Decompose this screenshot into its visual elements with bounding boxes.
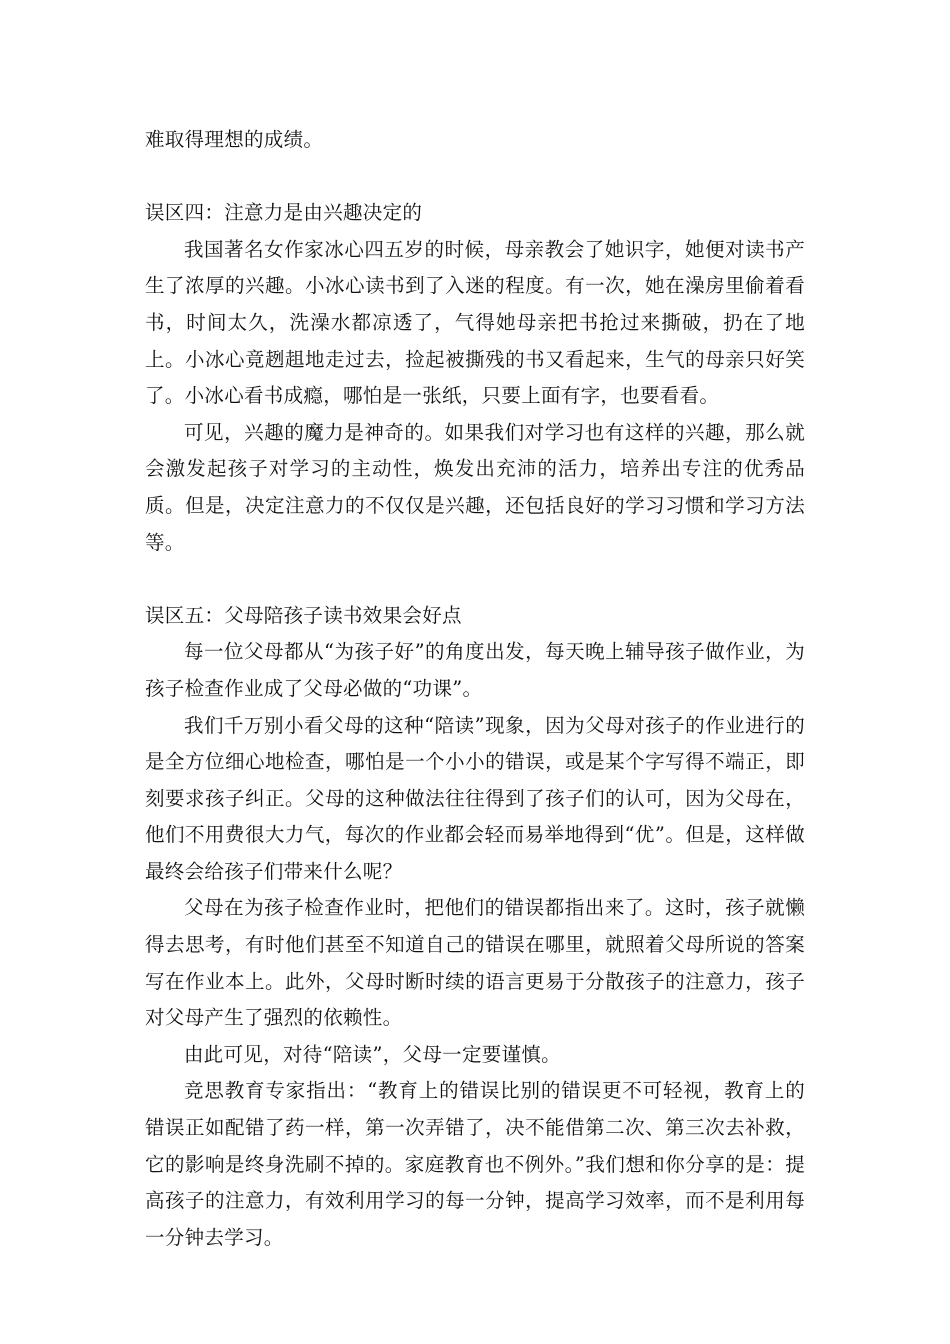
paragraph: 可见，兴趣的魔力是神奇的。如果我们对学习也有这样的兴趣，那么就会激发起孩子对学习的主动性，焕发出充沛的活力，培养出专注的优秀品质。但是，决定注意力的不仅仅是兴趣，还包括良好的学习习惯和学习方法等。 [145, 420, 805, 554]
section-heading: 误区四：注意力是由兴趣决定的 [145, 201, 423, 225]
section-misconception-five [145, 598, 805, 1257]
continuation-line: 难取得理想的成绩。 [145, 128, 324, 151]
document-body [145, 122, 805, 1256]
section-heading: 误区五：父母陪孩子读书效果会好点 [145, 603, 462, 627]
section-spacer [145, 561, 805, 598]
paragraph: 竞思教育专家指出：“教育上的错误比别的错误更不可轻视，教育上的错误正如配错了药一样，第一次弄错了，决不能借第二次、第三次去补救，它的影响是终身洗刷不掉的。家庭教育也不例外。”我们想和你分享的是：提高孩子的注意力，有效利用学习的每一分钟，提高学习效率，而不是利用每一分钟去学习。 [145, 1079, 805, 1249]
paragraph: 父母在为孩子检查作业时，把他们的错误都指出来了。这时，孩子就懒得去思考，有时他们甚至不知道自己的错误在哪里，就照着父母所说的答案写在作业本上。此外，父母时断时续的语言更易于分散孩子的注意力，孩子对父母产生了强烈的依赖性。 [145, 896, 805, 1030]
section-misconception-four [145, 195, 805, 561]
paragraph: 由此可见，对待“陪读”，父母一定要谨慎。 [184, 1042, 561, 1066]
paragraph: 每一位父母都从“为孩子好”的角度出发，每天晚上辅导孩子做作业，为孩子检查作业成了父母必做的“功课”。 [145, 640, 805, 700]
paragraph: 我国著名女作家冰心四五岁的时候，母亲教会了她识字，她便对读书产生了浓厚的兴趣。小冰心读书到了入迷的程度。有一次，她在澡房里偷着看书，时间太久，洗澡水都凉透了，气得她母亲把书抢过来撕破，扔在了地上。小冰心竟趔趄地走过去，捡起被撕残的书又看起来，生气的母亲只好笑了。小冰心看书成瘾，哪怕是一张纸，只要上面有字，也要看看。 [145, 237, 805, 408]
paragraph: 我们千万别小看父母的这种“陪读”现象，因为父母对孩子的作业进行的是全方位细心地检查，哪怕是一个小小的错误，或是某个字写得不端正，即刻要求孩子纠正。父母的这种做法往往得到了孩子们的认可，因为父母在，他们不用费很大力气，每次的作业都会轻而易举地得到“优”。但是，这样做最终会给孩子们带来什么呢？ [145, 713, 805, 883]
section-spacer [145, 159, 805, 196]
